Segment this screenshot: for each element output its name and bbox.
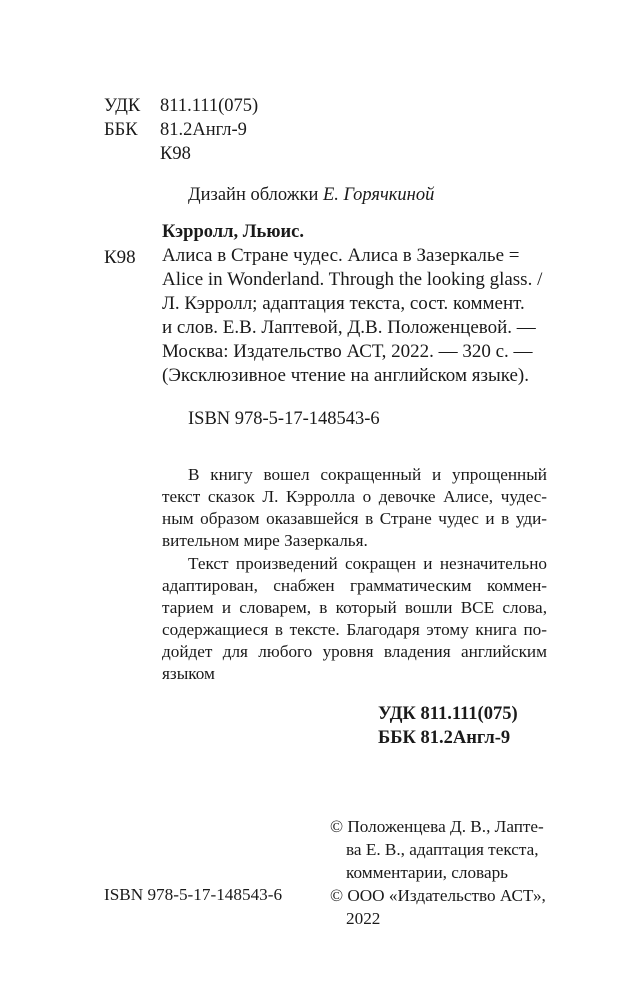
annotation-line: текст сказок Л. Кэрролла о девочке Алисе, чудес- (162, 487, 547, 506)
annotation-line: дойдет для любого уровня владения английским (162, 642, 547, 661)
isbn-main: ISBN 978-5-17-148543-6 (188, 409, 380, 429)
bib-line: Alice in Wonderland. Through the looking glass. / (162, 269, 543, 290)
annotation-line: Текст произведений сокращен и незначительно (188, 554, 547, 573)
copyright-line: © Положенцева Д. В., Лапте- (330, 817, 544, 836)
author-mark: К98 (160, 144, 191, 164)
bib-line: и слов. Е.В. Лаптевой, Д.В. Положенцевой. — (162, 317, 536, 338)
bib-line: (Эксклюзивное чтение на английском языке). (162, 365, 529, 386)
annotation-line: языком (162, 664, 215, 683)
annotation-line: содержащиеся в тексте. Благодаря этому книга по- (162, 620, 547, 639)
cover-designer: Е. Горячкиной (322, 185, 435, 205)
udk-value: 811.111(075) (160, 96, 259, 116)
cover-design-credit (188, 184, 434, 206)
bold-udk-code: УДК 811.111(075) (378, 704, 518, 724)
annotation-line: ным образом оказавшейся в Стране чудес и в уди- (162, 509, 547, 528)
bold-bbk-code: ББК 81.2Англ-9 (378, 728, 511, 748)
isbn-bottom: ISBN 978-5-17-148543-6 (104, 885, 283, 904)
copyright-line: © ООО «Издательство АСТ», (330, 886, 546, 905)
copyright-line: 2022 (346, 909, 381, 928)
annotation-line: тарием и словарем, в который вошли ВСЕ слова, (162, 598, 547, 617)
annotation-line: В книгу вошел сокращенный и упрощенный (188, 465, 547, 484)
bib-line: Алиса в Стране чудес. Алиса в Зазеркалье = (162, 245, 520, 266)
cover-design-prefix: Дизайн обложки (188, 185, 323, 205)
udk-row (104, 96, 258, 117)
author-mark-row (104, 144, 191, 165)
udk-label: УДК (104, 96, 141, 116)
copyright-line: ва Е. В., адаптация текста, (346, 840, 539, 859)
copyright-line: комментарии, словарь (346, 863, 509, 882)
author-heading: Кэрролл, Льюис. (162, 222, 304, 242)
bib-line: Москва: Издательство АСТ, 2022. — 320 с. — (162, 341, 533, 362)
bbk-label: ББК (104, 120, 138, 140)
bib-line: Л. Кэрролл; адаптация текста, сост. коммент. (162, 293, 525, 314)
side-author-mark: К98 (104, 247, 136, 268)
bbk-value: 81.2Англ-9 (160, 120, 247, 140)
bbk-row (104, 120, 247, 141)
annotation-line: адаптирован, снабжен грамматическим коммен- (162, 576, 547, 595)
annotation-line: вительном мире Зазеркалья. (162, 531, 368, 550)
